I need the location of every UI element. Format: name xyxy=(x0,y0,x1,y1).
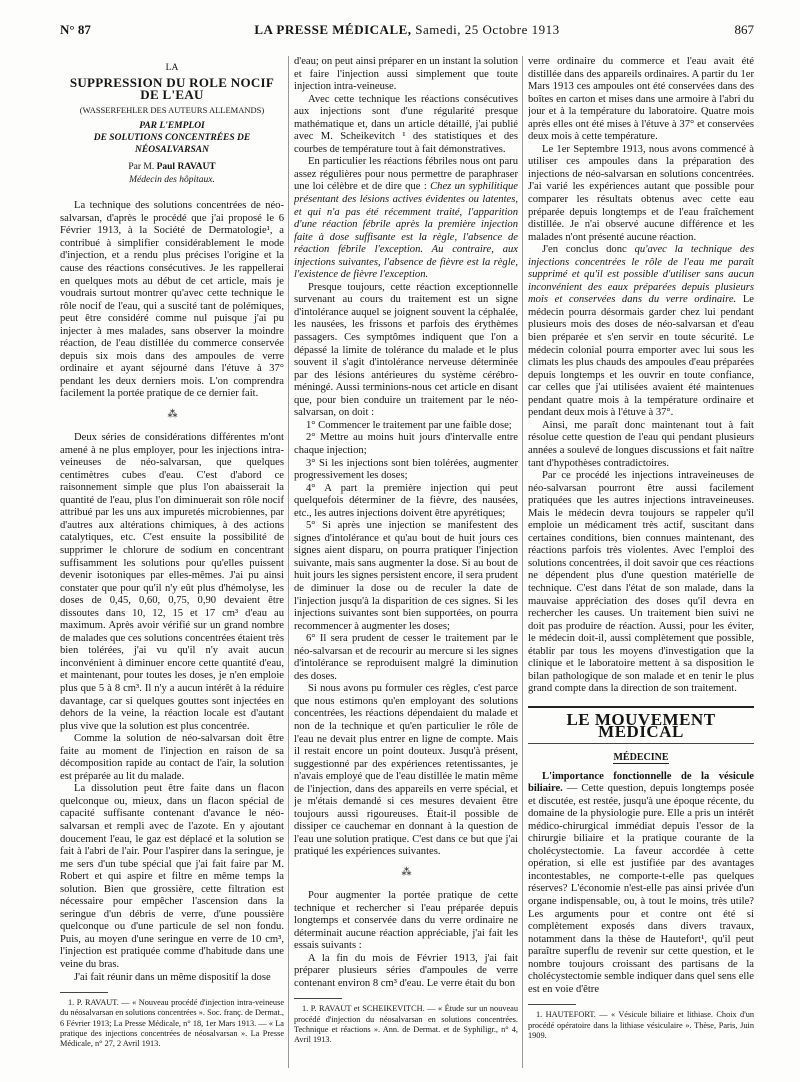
paragraph-text: En particulier les réactions fébriles nous ont paru assez régulières pour nous permettre de paraphraser une loi célèbre et de dire que : xyxy=(294,156,518,193)
law-quote: Chez un syphilitique présentant des lésions actives évidentes ou latentes, et qui n'a pas été récemment traité, l'apparition d'une réaction fébrile après la première injection faite à dose suffisante est la règle, l'absence de réaction fébrile l'exception. Au contraire, aux injections suivantes, l'absence de fièvre est la règle, l'existence de fièvre l'exception. xyxy=(294,181,518,281)
author-name: Paul RAVAUT xyxy=(156,162,216,173)
masthead xyxy=(60,22,754,38)
footnote-rule xyxy=(294,998,342,999)
paragraph xyxy=(528,771,754,997)
footnote-rule xyxy=(60,992,108,993)
issue-date: Samedi, 25 Octobre 1913 xyxy=(415,22,560,37)
footnote xyxy=(528,1010,754,1041)
subsection-label xyxy=(528,752,754,765)
author-affiliation: Médecin des hôpitaux. xyxy=(129,174,215,185)
byline-prefix: Par M. xyxy=(128,162,155,173)
issue-number: N° 87 xyxy=(60,22,91,37)
paragraph: A la fin du mois de Février 1913, j'ai fait préparer plusieurs séries d'ampoules de verre contenant environ 8 cm³ d'eau. Le verre était du bon xyxy=(294,952,518,989)
rule-item: 6° Il sera prudent de cesser le traitement par le néo-salvarsan et de recourir au mercure si les signes d'intolérance se reproduisent malgré la diminution des doses. xyxy=(294,633,518,682)
masthead-title: LA PRESSE MÉDICALE, xyxy=(254,22,412,37)
article-subtitle-2 xyxy=(60,120,284,156)
paragraph: verre ordinaire du commerce et l'eau avait été distillée dans des appareils ordinaires. A partir du 1er Mars 1913 ces ampoules ont été conservées dans des boîtes en carton et mises dans une armoire à l'abri du jour et à la température du laboratoire. Quatre mois après elles ont été mises à l'étuve à 37° et conservées deux mois à cette température. xyxy=(528,56,754,143)
article-subtitle: (WASSERFEHLER DES AUTEURS ALLEMANDS) xyxy=(79,104,265,115)
column-2 xyxy=(294,56,518,1068)
paragraph-text: Le médecin pourra désormais garder chez lui pendant plusieurs mois des doses de néo-salvarsan et d'eau bien préparée et s'en servir en toute sécurité. Le médecin colonial pourra emporter avec lui sous les climats les plus chauds des ampoules d'eau préparées depuis longtemps et les ouvrir en toute confiance, car celles que j'ai utilisées avaient été maintenues pendant quatre mois à la température ordinaire et pendant deux mois à l'étuve à 37°. xyxy=(528,294,754,419)
footnote-text: 1. P. RAVAUT et SCHEIKEVITCH. — « Étude sur un nouveau procédé d'injection du néosalvarsan en solutions concentrées. Technique et réactions ». Ann. de Dermat. et de Syphiligr., n° 4, Avril 1913. xyxy=(294,1004,518,1044)
column-1 xyxy=(60,56,284,1068)
paragraph-text: J'en conclus donc xyxy=(542,244,627,256)
footnote-rule xyxy=(528,1004,576,1005)
column-3 xyxy=(528,56,754,1068)
article-title: SUPPRESSION DU ROLE NOCIF DE L'EAU xyxy=(69,74,275,103)
paragraph: Avec cette technique les réactions consécutives aux injections sont d'une régularité presque mathématique et, dans un article détaillé, j'ai publié avec M. Scheikevitch ¹ des statistiques et des courbes de température tout à fait démonstratives. xyxy=(294,93,518,155)
paragraph: La dissolution peut être faite dans un flacon quelconque ou, mieux, dans un flacon spécial de capacité suffisante contenant d'avance le néo-salvarsan et rempli avec de l'azote. En y ajoutant doucement l'eau, le gaz est déplacé et la solution se fait à l'abri de l'air. Pour l'aspirer dans la seringue, je me sers d'un tube spécial que j'ai fait faire par M. Robert et qui aspire et filtre en même temps la solution. Bien que grossière, cette filtration est nécessaire pour empêcher l'ascension dans la seringue d'un débris de verre, d'une poussière quelconque ou d'une particule de sel non fondu. Puis, au moyen d'une seringue en verre de 10 cm³, l'injection est pratiquée comme d'habitude dans une veine du bras. xyxy=(60,783,284,970)
paragraph: Si nous avons pu formuler ces règles, c'est parce que nous estimons qu'en employant des solutions concentrées, les réactions dépendaient du malade et non de la technique et qu'en particulier le rôle de l'eau ne devait plus entrer en ligne de compte. Mais il restait encore un point douteux. Jusqu'à présent, suggestionné par des expériences retentissantes, je n'avais employé que de l'eau distillée le matin même de l'injection, dans des appareils en verre spécial, et je m'étais demandé si ces mesures devaient être toujours aussi rigoureuses. Était-il possible de dissiper ce cauchemar en donnant à la question de l'eau une solution pratique. C'est dans ce but que j'ai pratiqué les expériences suivantes. xyxy=(294,683,518,858)
article-heading: L'importance fonctionnelle de la vésicule biliaire. xyxy=(528,770,754,795)
page-header xyxy=(60,22,754,38)
subsection-title: MÉDECINE xyxy=(613,751,669,763)
paragraph: Pour augmenter la portée pratique de cette technique et rechercher si l'eau préparée depuis longtemps et conservée dans du verre ordinaire ne déterminait aucune réaction appréciable, j'ai fait les essais suivants : xyxy=(294,890,518,952)
paragraph: Par ce procédé les injections intraveineuses de néo-salvarsan pourront être aussi facilement pratiquées que les autres injections intraveineuses. Mais le médecin devra toujours se rappeler qu'il emploie un médicament très actif, suscitant dans certaines conditions, bien connues maintenant, des réactions parfois très violentes. Avec l'emploi des solutions concentrées, il doit savoir que ces réactions ne dépendent plus d'une question matérielle de technique. C'est dans l'état de son malade, dans la mauvaise appréciation des doses qu'il devra en rechercher les causes. Un traitement bien suivi ne doit pas produire de réaction. Aussi, pour les éviter, le médecin doit-il, aussi complètement que possible, établir par tous les moyens d'investigation que la clinique et le laboratoire mettent à sa disposition le bilan pathologique de son malade et en tenir le plus grand compte dans la direction de son traitement. xyxy=(528,470,754,695)
section-separator: ⁂ xyxy=(167,409,177,421)
section-title: LE MOUVEMENT MÉDICAL xyxy=(566,709,716,742)
byline xyxy=(60,161,284,174)
section-separator: ⁂ xyxy=(401,867,411,878)
paragraph: d'eau; on peut ainsi préparer en un instant la solution et faire l'injection aussi simplement que toute injection intra-veineuse. xyxy=(294,56,518,93)
column-divider xyxy=(288,56,289,1068)
footnote xyxy=(294,1004,518,1045)
section-banner xyxy=(528,706,754,744)
paragraph: J'ai fait réunir dans un même dispositif la dose xyxy=(74,971,271,983)
paragraph: Ainsi, me paraît donc maintenant tout à fait résolue cette question de l'eau qui pendant plusieurs années a soulevé de longues discussions et fait naître tant d'hypothèses contradictoires. xyxy=(528,419,754,469)
paragraph: Presque toujours, cette réaction exceptionnelle survenant au cours du traitement est un signe d'intolérance auquel se joignent souvent la céphalée, les nausées, les frissons et parfois des érythèmes passagers. Ces symptômes indiquent que l'on a dépassé la limite de tolérance du malade et le plus souvent il s'agit d'intolérance nerveuse déterminée par des lésions antérieures du système cérébro-méningé. Aussi terminions-nous cet article en disant que, pour bien conduire un traitement par le néo-salvarsan, on doit : xyxy=(294,281,518,419)
column-divider xyxy=(522,56,523,1068)
subtitle-line-1: PAR L'EMPLOI xyxy=(139,121,205,132)
paragraph: Comme la solution de néo-salvarsan doit être faite au moment de l'injection en raison de sa décomposition rapide au contact de l'air, la solution est préparée au lit du malade. xyxy=(60,733,284,782)
rule-item: 4° A part la première injection qui peut quelquefois déterminer de la fièvre, des nausées, etc., les autres injections doivent être apyrétiques; xyxy=(294,482,518,519)
rule-item: 5° Si après une injection se manifestent des signes d'intolérance et qu'au bout de huit jours ces signes aient disparu, on pourra pratiquer l'injection suivante, mais sans augmenter la dose. Si au bout de huit jours les signes persistent encore, il sera prudent de diminuer la dose ou de reculer la date de l'injection jusqu'à la disparition de ces signes. Si les injections suivantes sont bien supportées, on pourra recommencer à augmenter les doses; xyxy=(294,520,518,632)
footnote-text: 1. HAUTEFORT. — « Vésicule biliaire et lithiase. Choix d'un procédé opératoire dans la lithiase vésiculaire ». Thèse, Paris, Juin 1909. xyxy=(528,1010,754,1040)
paragraph: Le 1er Septembre 1913, nous avons commencé à utiliser ces ampoules dans la préparation des injections de néo-salvarsan en solutions concentrées. J'ai varié les expériences autant que possible pour comparer les résultats obtenus avec cette eau préparée depuis longtemps et de l'eau fraîchement distillée. Je n'ai observé aucune différence et les malades n'ont présenté aucune réaction. xyxy=(528,143,754,243)
rule-item: 3° Si les injections sont bien tolérées, augmenter progressivement les doses; xyxy=(294,457,518,482)
conclusion-quote: qu'avec la technique des injections concentrées le rôle de l'eau me paraît supprimé et qu'il est possible d'utiliser sans aucun inconvénient des eaux préparées depuis plusieurs mois et conservées dans du verre ordinaire. xyxy=(528,244,754,306)
paragraph xyxy=(528,244,754,420)
paragraph xyxy=(294,156,518,281)
paragraph: Deux séries de considérations différentes m'ont amené à ne plus employer, pour les injections intra-veineuses de néo-salvarsan, que quelques centimètres cubes d'eau. C'est d'abord ce raisonnement simple que plus l'on abaisserait la quantité de l'eau, plus l'on diminuerait son rôle nocif attribué par les uns aux impuretés microbiennes, par d'autres aux altérations chimiques, à des actions catalytiques, etc. C'est ensuite la possibilité de supprimer le chlorure de sodium en concentrant suffisamment les solutions pour qu'elles puissent devenir isotoniques par elles-mêmes. J'ai pu ainsi constater que pour qu'il n'y eût plus d'hémolyse, les doses de 0,45, 0,60, 0,75, 0,90 devaient être dissoutes dans 10, 12, 15 et 17 cm³ d'eau au maximum. Après avoir vérifié sur un grand nombre de malades que ces solutions concentrées étaient très bien tolérées, j'ai vu qu'il n'y avait aucun inconvénient à diminuer encore cette quantité d'eau, et maintenant, pour toutes les doses, je n'en emploie plus que 5 à 8 cm³. Il n'y a aucun intérêt à la réduire davantage, car si quelques gouttes sont injectées en dehors de la veine, la réaction locale est d'autant plus vive que la solution est plus concentrée. xyxy=(60,432,284,732)
paragraph: La technique des solutions concentrées de néo-salvarsan, d'après le procédé que j'ai proposé le 6 Février 1913, à la Société de Dermatologie¹, a contribué à simplifier considérablement le mode d'injection, et a rendu plus précises l'origine et la cause des réactions consécutives. Je les rappellerai en quelques mots au début de cet article, mais je voudrais surtout montrer qu'avec cette technique le rôle nocif de l'eau, qui a suscité tant de polémiques, peut être considéré comme nul puisque j'ai pu injecter à mes malades, sans observer la moindre réaction, de l'eau distillée du commerce conservée depuis six mois dans des ampoules de verre ordinaire et ayant séjourné dans l'étuve à 37° pendant les deux derniers mois. L'on comprendra facilement la portée pratique de ce dernier fait. xyxy=(60,200,284,400)
footnote xyxy=(60,998,284,1049)
rule-item: 2° Mettre au moins huit jours d'intervalle entre chaque injection; xyxy=(294,432,518,456)
footnote-text: 1. P. RAVAUT. — « Nouveau procédé d'injection intra-veineuse du néosalvarsan en solutions concentrées ». Soc. franç. de Dermat., 6 Février 1913; La Presse Médicale, n° 18, 1er Mars 1913. — « La pratique des injections concentrées de néosalvarsan ». La Presse Médicale, n° 27, 2 Avril 1913. xyxy=(60,998,284,1048)
page-number: 867 xyxy=(734,22,754,37)
article-kicker: LA xyxy=(165,63,179,73)
rule-item: 1° Commencer le traitement par une faible dose; xyxy=(306,419,512,431)
subtitle-line-2: DE SOLUTIONS CONCENTRÉES DE NÉOSALVARSAN xyxy=(93,133,251,156)
paragraph-text: — Cette question, depuis longtemps posée et discutée, est restée, jusqu'à une époque récente, du domaine de la physiologie pure. Elle a pris un intérêt médico-chirurgical immédiat depuis l'essor de la chirurgie biliaire et la pratique courante de la cholécystectomie. La faveur accordée à cette opération, si elle est justifiée par des avantages incontestables, ne comporte-t-elle pas quelques réserves? L'économie n'est-elle pas ainsi privée d'un organe indispensable, ou, à tout le moins, très utile? Les arguments pour et contre ont été si complètement exposés dans divers travaux, notamment dans la thèse de Hautefort¹, qu'il peut paraître superflu de revenir sur cette question, et le nombre toujours croissant des partisans de la cholécystectomie semble indiquer dans quel sens elle est en voie d'être xyxy=(528,783,754,995)
